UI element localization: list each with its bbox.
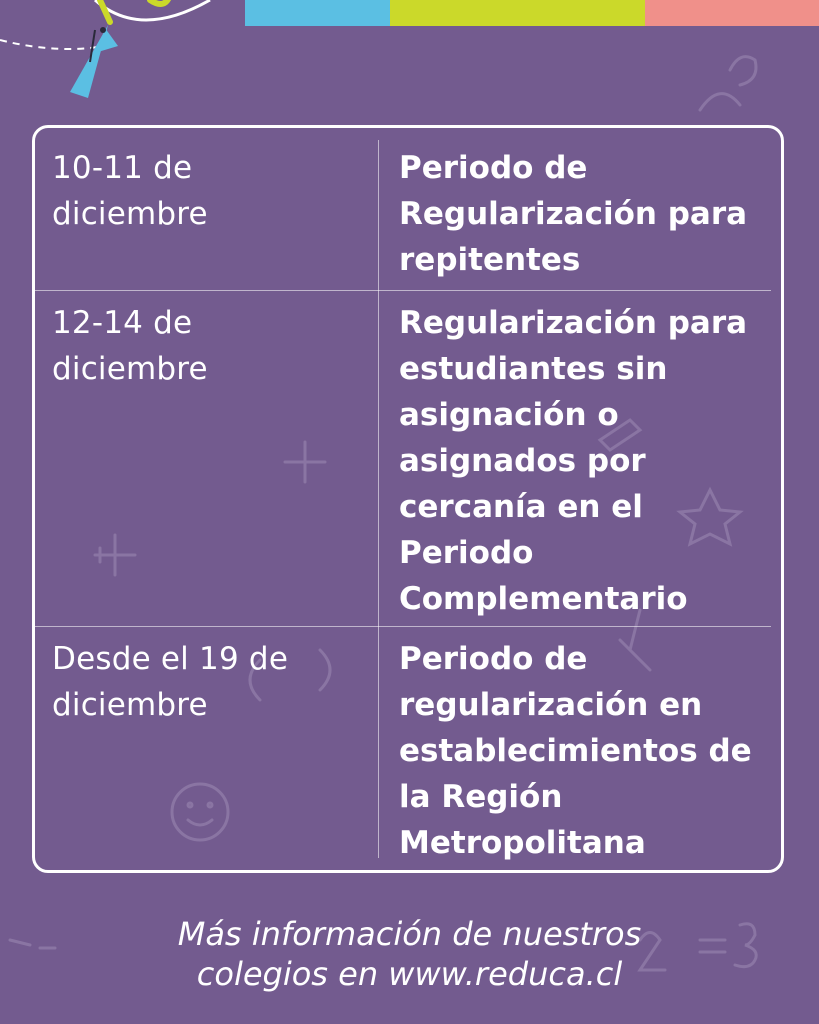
schedule-date: Desde el 19 de diciembre bbox=[52, 641, 289, 723]
schedule-event: Periodo de regularización en establecimientos de la Región Metropolitana bbox=[399, 641, 752, 861]
scissors-icon bbox=[0, 0, 230, 110]
schedule-event: Regularización para estudiantes sin asignación o asignados por cercanía en el Periodo Complementario bbox=[399, 305, 748, 617]
schedule-event: Periodo de Regularización para repitentes bbox=[399, 150, 748, 278]
color-bar-pink bbox=[645, 0, 819, 26]
column-divider bbox=[378, 140, 379, 858]
color-bar-green bbox=[390, 0, 645, 26]
schedule-table bbox=[32, 125, 784, 873]
row-divider bbox=[35, 290, 771, 291]
footer-info bbox=[0, 914, 819, 994]
row-divider bbox=[35, 626, 771, 627]
footer-line: Más información de nuestros bbox=[177, 915, 642, 953]
footer-link-line[interactable]: colegios en www.reduca.cl bbox=[196, 955, 623, 993]
schedule-date: 10-11 de diciembre bbox=[52, 150, 208, 232]
color-bar-blue bbox=[245, 0, 390, 26]
schedule-date: 12-14 de diciembre bbox=[52, 305, 208, 387]
